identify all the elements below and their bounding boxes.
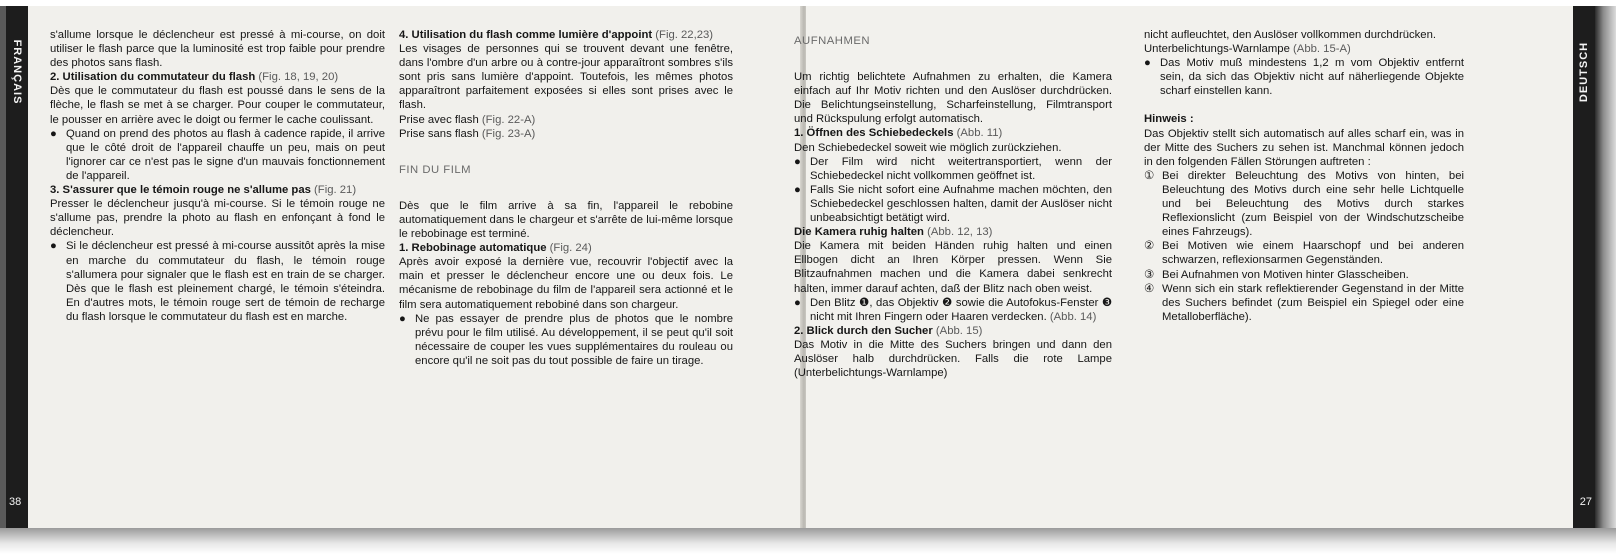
right-column-2 xyxy=(1144,28,1464,324)
bullet-item: ● Der Film wird nicht weitertransportiert, wenn der Schiebedeckel nicht vollkommen geöffnet ist. xyxy=(794,155,1112,182)
right-column-1 xyxy=(794,34,1112,380)
chapter-title: AUFNAHMEN xyxy=(794,35,871,47)
right-page xyxy=(794,6,1595,528)
subheading: Unterbelichtungs-Warnlampe (Abb. 15-A) xyxy=(1144,43,1351,56)
language-label: FRANÇAIS xyxy=(11,39,23,105)
language-tab-french xyxy=(6,6,28,528)
section-heading: 3. S'assurer que le témoin rouge ne s'allume pas (Fig. 21) xyxy=(50,184,357,197)
caption-line: Prise avec flash (Fig. 22-A) xyxy=(399,113,536,126)
page-shadow xyxy=(0,528,1616,554)
note-heading: Hinweis : xyxy=(1144,113,1194,126)
book-edge-right xyxy=(1595,6,1616,528)
section-heading: 4. Utilisation du flash comme lumière d'appoint (Fig. 22,23) xyxy=(399,29,714,41)
page-number: 27 xyxy=(1579,496,1592,508)
paragraph: Den Schiebedeckel soweit wie möglich zurückziehen. xyxy=(794,141,1062,154)
bullet-item: ● Falls Sie nicht sofort eine Aufnahme machen möchten, den Schiebedeckel geschlossen halten, damit der Auslöser nicht unbeabsichtigt betätigt wird. xyxy=(794,183,1112,225)
bullet-item: ● Ne pas essayer de prendre plus de photos que le nombre prévu pour le film utilisé. Au développement, il se peut qu'il soit nécessaire de couper les vues supplémentaires du rouleau ou encore qu'il ne soit pas du tout possible de faire un tirage. xyxy=(399,312,733,367)
chapter-title: FIN DU FILM xyxy=(399,163,472,176)
caption-line: Prise sans flash (Fig. 23-A) xyxy=(399,127,536,140)
paragraph: Dès que le commutateur du flash est poussé dans le sens de la flèche, le flash se met à se charger. Pour couper le commutateur, le pousser en arrière avec le doigt ou fermer le cache coulissant. xyxy=(50,85,385,126)
language-tab-german xyxy=(1573,6,1595,528)
language-label: DEUTSCH xyxy=(1578,41,1590,103)
paragraph: Die Kamera mit beiden Händen ruhig halten und einen Ellbogen dicht an Ihren Körper pressen. Wenn Sie Blitzaufnahmen machen und die Kamera dabei senkrecht halten, immer darauf achten, daß der Blitz nach oben weist. xyxy=(794,240,1112,295)
bullet-item: ● Quand on prend des photos au flash à cadence rapide, il arrive que le côté droit de l'appareil chauffe un peu, mais on peut l'ignorer car ce n'est pas le signe d'un mauvais fonctionnement de l'appareil. xyxy=(50,127,385,182)
numbered-item: ① Bei direkter Beleuchtung des Motivs von hinten, bei Beleuchtung des Motivs durch eine sehr helle Lichtquelle und bei Beleuchtung des Motivs durch starkes Reflexionslicht (zum Beispiel von der Windschutzscheibe eines Fahrzeugs). xyxy=(1144,169,1464,239)
bullet-item: ● Si le déclencheur est pressé à mi-course aussitôt après la mise en marche du commutateur du flash, le témoin rouge s'allumera pour signaler que le flash est en train de se charger. Dès que le flash est pleinement chargé, le témoin s'éteindra. En d'autres mots, le témoin rouge sert de témoin de recharge du flash lorsque le commutateur du flash est en marche. xyxy=(50,240,385,323)
left-page xyxy=(6,6,802,528)
paragraph: Um richtig belichtete Aufnahmen zu erhalten, die Kamera einfach auf Ihr Motiv richten und den Auslöser durchdrücken. Die Belichtungseinstellung, Scharfeinstellung, Filmtransport und Rückspulung erfolgt automatisch. xyxy=(794,71,1112,126)
numbered-item: ③ Bei Aufnahmen von Motiven hinter Glasscheiben. xyxy=(1144,268,1409,281)
bullet-item: ● Das Motiv muß mindestens 1,2 m vom Objektiv entfernt sein, da sich das Objektiv nicht auf näherliegende Objekte scharf einstellen kann. xyxy=(1144,57,1464,98)
paragraph: Dès que le film arrive à sa fin, l'appareil le rebobine automatiquement dans le chargeur et s'arrête de lui-même lorsque le rebobinage est terminé. xyxy=(399,199,733,241)
paragraph: Presser le déclencheur jusqu'à mi-course. Si le témoin rouge ne s'allume pas, prendre la photo au flash en enfonçant à fond le déclencheur. xyxy=(50,198,385,239)
left-column-1 xyxy=(50,28,385,324)
numbered-item: ④ Wenn sich ein stark reflektierender Gegenstand in der Mitte des Suchers befindet (zum Beispiel ein Spiegel oder eine Metalloberfläche). xyxy=(1144,282,1464,323)
section-heading: 1. Rebobinage automatique (Fig. 24) xyxy=(399,242,592,255)
paragraph: Après avoir exposé la dernière vue, recouvrir l'objectif avec la main et presser le déclencheur encore une ou deux fois. Le mécanisme de rebobinage du film de l'appareil sera actionné et le film sera automatiquement rebobiné dans son chargeur. xyxy=(399,256,733,311)
paragraph: s'allume lorsque le déclencheur est pressé à mi-course, on doit utiliser le flash parce que la luminosité est trop faible pour prendre des photos sans flash. xyxy=(50,29,385,70)
section-heading: 2. Utilisation du commutateur du flash (Fig. 18, 19, 20) xyxy=(50,71,339,84)
paragraph: Das Objektiv stellt sich automatisch auf alles scharf ein, was in der Mitte des Suchers zu sehen ist. Manchmal können jedoch in den folgenden Fällen Störungen auftreten : xyxy=(1144,127,1464,168)
numbered-item: ② Bei Motiven wie einem Haarschopf und bei anderen schwarzen, reflexionsarmen Gegenständen. xyxy=(1144,240,1464,267)
paragraph: Das Motiv in die Mitte des Suchers bringen und dann den Auslöser halb durchdrücken. Falls die rote Lampe (Unterbelichtungs-Warnlampe) xyxy=(794,338,1112,380)
bullet-item: ● Den Blitz ❶, das Objektiv ❷ sowie die Autofokus-Fenster ❸ nicht mit Ihren Fingern oder Haaren verdecken. (Abb. 14) xyxy=(794,296,1112,323)
section-heading: 2. Blick durch den Sucher (Abb. 15) xyxy=(794,324,983,337)
section-heading: 1. Öffnen des Schiebedeckels (Abb. 11) xyxy=(794,127,1003,140)
paragraph: Les visages de personnes qui se trouvent devant une fenêtre, dans l'ombre d'un arbre ou à contre-jour apparaîtront sombres s'ils sont pris sans lumière d'appoint. Toutefois, les mêmes photos apparaîtront parfaitement exposées si elles sont prises avec le flash. xyxy=(399,43,733,112)
left-column-2 xyxy=(399,28,733,368)
paragraph: nicht aufleuchtet, den Auslöser vollkommen durchdrücken. xyxy=(1144,29,1436,41)
page-number: 38 xyxy=(9,496,22,508)
section-heading: Die Kamera ruhig halten (Abb. 12, 13) xyxy=(794,226,993,239)
